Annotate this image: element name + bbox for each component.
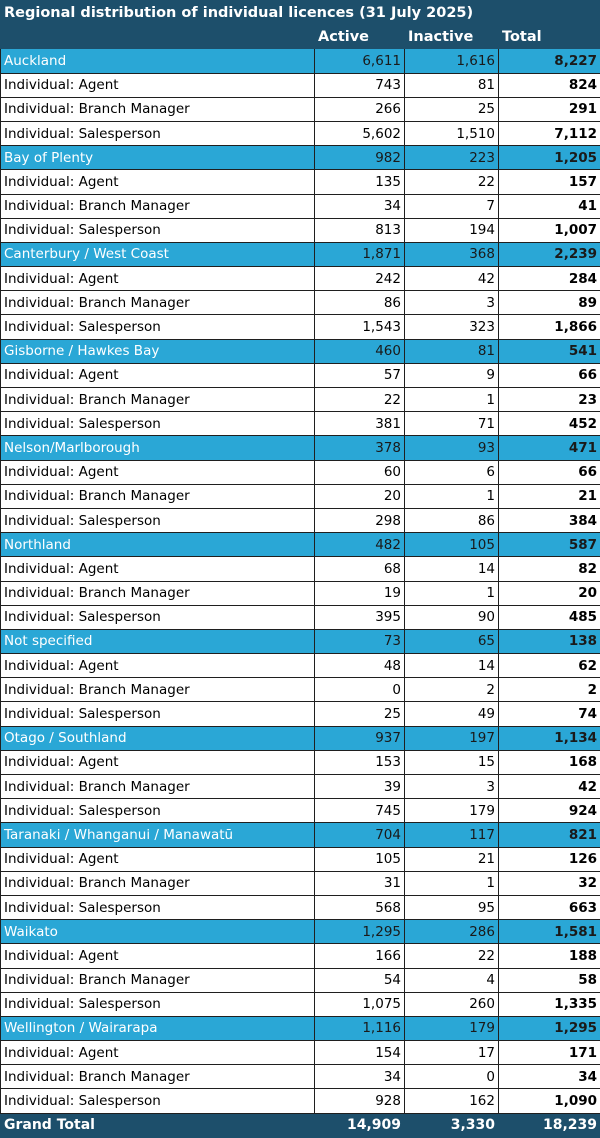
grand-total-inactive: 3,330 <box>405 1113 499 1137</box>
licence-type-label: Individual: Branch Manager <box>1 194 315 218</box>
licence-type-label: Individual: Branch Manager <box>1 388 315 412</box>
region-row <box>1 242 600 266</box>
licence-type-label: Individual: Agent <box>1 267 315 291</box>
table-row <box>1 992 600 1016</box>
licence-type-label: Individual: Branch Manager <box>1 968 315 992</box>
licence-inactive: 17 <box>405 1041 499 1065</box>
region-name: Gisborne / Hawkes Bay <box>1 339 315 363</box>
region-active: 1,871 <box>315 242 405 266</box>
licence-total: 42 <box>499 775 600 799</box>
licence-total: 7,112 <box>499 121 600 145</box>
licence-total: 384 <box>499 508 600 532</box>
region-name: Otago / Southland <box>1 726 315 750</box>
licence-type-label: Individual: Salesperson <box>1 218 315 242</box>
region-inactive: 286 <box>405 920 499 944</box>
region-row <box>1 533 600 557</box>
table-row <box>1 73 600 97</box>
licence-inactive: 194 <box>405 218 499 242</box>
licence-type-label: Individual: Agent <box>1 170 315 194</box>
licence-active: 20 <box>315 484 405 508</box>
licence-inactive: 4 <box>405 968 499 992</box>
region-row <box>1 629 600 653</box>
region-row <box>1 920 600 944</box>
region-row <box>1 49 600 73</box>
licence-type-label: Individual: Branch Manager <box>1 291 315 315</box>
licence-active: 19 <box>315 581 405 605</box>
table-row <box>1 1041 600 1065</box>
licence-active: 395 <box>315 605 405 629</box>
licence-inactive: 323 <box>405 315 499 339</box>
table-row <box>1 194 600 218</box>
licence-type-label: Individual: Branch Manager <box>1 871 315 895</box>
region-inactive: 223 <box>405 146 499 170</box>
region-name: Northland <box>1 533 315 557</box>
region-name: Not specified <box>1 629 315 653</box>
table-row <box>1 895 600 919</box>
licence-inactive: 86 <box>405 508 499 532</box>
table-row <box>1 702 600 726</box>
column-header-inactive: Inactive <box>405 25 499 49</box>
licence-inactive: 3 <box>405 775 499 799</box>
table-row <box>1 291 600 315</box>
licence-active: 48 <box>315 654 405 678</box>
licence-type-label: Individual: Branch Manager <box>1 484 315 508</box>
region-name: Wellington / Wairarapa <box>1 1016 315 1040</box>
table-row <box>1 968 600 992</box>
licence-type-label: Individual: Agent <box>1 654 315 678</box>
licence-type-label: Individual: Salesperson <box>1 508 315 532</box>
licence-active: 54 <box>315 968 405 992</box>
licence-inactive: 3 <box>405 291 499 315</box>
region-name: Nelson/Marlborough <box>1 436 315 460</box>
licence-total: 89 <box>499 291 600 315</box>
licence-type-label: Individual: Agent <box>1 944 315 968</box>
licence-active: 105 <box>315 847 405 871</box>
table-row <box>1 581 600 605</box>
licence-total: 34 <box>499 1065 600 1089</box>
licence-total: 1,866 <box>499 315 600 339</box>
region-row <box>1 146 600 170</box>
region-row <box>1 339 600 363</box>
licence-inactive: 1 <box>405 484 499 508</box>
region-total: 2,239 <box>499 242 600 266</box>
column-header-active: Active <box>315 25 405 49</box>
licence-type-label: Individual: Agent <box>1 460 315 484</box>
licence-type-label: Individual: Salesperson <box>1 412 315 436</box>
licence-total: 74 <box>499 702 600 726</box>
licence-total: 20 <box>499 581 600 605</box>
licence-inactive: 22 <box>405 170 499 194</box>
licence-inactive: 1 <box>405 388 499 412</box>
licence-active: 68 <box>315 557 405 581</box>
table-row <box>1 388 600 412</box>
licence-inactive: 14 <box>405 654 499 678</box>
table-row <box>1 1065 600 1089</box>
region-inactive: 65 <box>405 629 499 653</box>
licence-inactive: 15 <box>405 750 499 774</box>
licence-type-label: Individual: Agent <box>1 847 315 871</box>
region-active: 1,295 <box>315 920 405 944</box>
table-row <box>1 775 600 799</box>
licence-type-label: Individual: Agent <box>1 1041 315 1065</box>
region-active: 460 <box>315 339 405 363</box>
licence-type-label: Individual: Agent <box>1 750 315 774</box>
region-inactive: 368 <box>405 242 499 266</box>
licence-total: 168 <box>499 750 600 774</box>
table-row <box>1 218 600 242</box>
licence-inactive: 22 <box>405 944 499 968</box>
licence-type-label: Individual: Salesperson <box>1 799 315 823</box>
licence-active: 166 <box>315 944 405 968</box>
licence-total: 23 <box>499 388 600 412</box>
licence-active: 5,602 <box>315 121 405 145</box>
region-active: 73 <box>315 629 405 653</box>
grand-total-row <box>1 1113 600 1137</box>
licence-inactive: 2 <box>405 678 499 702</box>
table-row <box>1 654 600 678</box>
licence-active: 1,075 <box>315 992 405 1016</box>
region-name: Taranaki / Whanganui / Manawatū <box>1 823 315 847</box>
licence-total: 663 <box>499 895 600 919</box>
region-inactive: 179 <box>405 1016 499 1040</box>
region-row <box>1 1016 600 1040</box>
licence-type-label: Individual: Agent <box>1 557 315 581</box>
region-active: 378 <box>315 436 405 460</box>
licence-inactive: 1 <box>405 581 499 605</box>
licence-total: 21 <box>499 484 600 508</box>
licence-total: 41 <box>499 194 600 218</box>
licence-total: 1,007 <box>499 218 600 242</box>
region-name: Auckland <box>1 49 315 73</box>
licence-total: 66 <box>499 460 600 484</box>
table-row <box>1 508 600 532</box>
grand-total-label: Grand Total <box>1 1113 315 1137</box>
region-inactive: 81 <box>405 339 499 363</box>
licence-active: 57 <box>315 363 405 387</box>
licence-total: 66 <box>499 363 600 387</box>
licence-total: 284 <box>499 267 600 291</box>
licence-type-label: Individual: Branch Manager <box>1 97 315 121</box>
licence-active: 568 <box>315 895 405 919</box>
column-header-total: Total <box>499 25 600 49</box>
licence-type-label: Individual: Branch Manager <box>1 1065 315 1089</box>
licence-inactive: 162 <box>405 1089 499 1113</box>
table-row <box>1 557 600 581</box>
licence-inactive: 25 <box>405 97 499 121</box>
region-name: Waikato <box>1 920 315 944</box>
licence-type-label: Individual: Salesperson <box>1 895 315 919</box>
licence-active: 34 <box>315 194 405 218</box>
licence-type-label: Individual: Branch Manager <box>1 775 315 799</box>
region-total: 541 <box>499 339 600 363</box>
licence-total: 32 <box>499 871 600 895</box>
licence-active: 39 <box>315 775 405 799</box>
licence-active: 31 <box>315 871 405 895</box>
region-total: 821 <box>499 823 600 847</box>
licence-active: 60 <box>315 460 405 484</box>
licence-inactive: 260 <box>405 992 499 1016</box>
region-inactive: 1,616 <box>405 49 499 73</box>
licence-type-label: Individual: Salesperson <box>1 605 315 629</box>
licence-active: 154 <box>315 1041 405 1065</box>
licence-total: 1,090 <box>499 1089 600 1113</box>
region-total: 1,205 <box>499 146 600 170</box>
table-row <box>1 412 600 436</box>
licence-inactive: 49 <box>405 702 499 726</box>
table-row <box>1 315 600 339</box>
table-title: Regional distribution of individual licences (31 July 2025) <box>1 1 600 25</box>
licence-inactive: 6 <box>405 460 499 484</box>
licence-type-label: Individual: Agent <box>1 363 315 387</box>
region-row <box>1 823 600 847</box>
grand-total-total: 18,239 <box>499 1113 600 1137</box>
table-row <box>1 1089 600 1113</box>
region-total: 587 <box>499 533 600 557</box>
licence-type-label: Individual: Salesperson <box>1 702 315 726</box>
licence-inactive: 21 <box>405 847 499 871</box>
column-header-row <box>1 25 600 49</box>
table-row <box>1 605 600 629</box>
grand-total-active: 14,909 <box>315 1113 405 1137</box>
licence-type-label: Individual: Salesperson <box>1 121 315 145</box>
table-row <box>1 460 600 484</box>
licence-inactive: 179 <box>405 799 499 823</box>
licence-type-label: Individual: Salesperson <box>1 992 315 1016</box>
region-total: 1,581 <box>499 920 600 944</box>
licence-total: 126 <box>499 847 600 871</box>
licence-type-label: Individual: Branch Manager <box>1 581 315 605</box>
licence-active: 745 <box>315 799 405 823</box>
licence-type-label: Individual: Agent <box>1 73 315 97</box>
table-row <box>1 847 600 871</box>
table-row <box>1 750 600 774</box>
table-body <box>1 49 600 1113</box>
licence-inactive: 1 <box>405 871 499 895</box>
licence-active: 153 <box>315 750 405 774</box>
licence-total: 58 <box>499 968 600 992</box>
licence-active: 86 <box>315 291 405 315</box>
licence-active: 25 <box>315 702 405 726</box>
table-row <box>1 944 600 968</box>
table-row <box>1 170 600 194</box>
region-total: 1,134 <box>499 726 600 750</box>
licence-type-label: Individual: Branch Manager <box>1 678 315 702</box>
licence-active: 22 <box>315 388 405 412</box>
licence-inactive: 14 <box>405 557 499 581</box>
licence-total: 485 <box>499 605 600 629</box>
licence-total: 171 <box>499 1041 600 1065</box>
region-total: 138 <box>499 629 600 653</box>
region-row <box>1 726 600 750</box>
region-inactive: 105 <box>405 533 499 557</box>
licence-active: 0 <box>315 678 405 702</box>
licence-inactive: 95 <box>405 895 499 919</box>
licence-active: 266 <box>315 97 405 121</box>
column-header-region <box>1 25 315 49</box>
licence-inactive: 71 <box>405 412 499 436</box>
table-row <box>1 97 600 121</box>
table-row <box>1 871 600 895</box>
licence-active: 743 <box>315 73 405 97</box>
licence-total: 452 <box>499 412 600 436</box>
licence-inactive: 0 <box>405 1065 499 1089</box>
licence-inactive: 7 <box>405 194 499 218</box>
licence-active: 34 <box>315 1065 405 1089</box>
licence-active: 928 <box>315 1089 405 1113</box>
licence-total: 82 <box>499 557 600 581</box>
licence-inactive: 81 <box>405 73 499 97</box>
region-row <box>1 436 600 460</box>
licence-total: 2 <box>499 678 600 702</box>
region-total: 1,295 <box>499 1016 600 1040</box>
table-row <box>1 484 600 508</box>
region-active: 482 <box>315 533 405 557</box>
licence-active: 813 <box>315 218 405 242</box>
licence-inactive: 90 <box>405 605 499 629</box>
table-title-row <box>1 1 600 25</box>
region-total: 8,227 <box>499 49 600 73</box>
table-row <box>1 121 600 145</box>
region-name: Bay of Plenty <box>1 146 315 170</box>
region-name: Canterbury / West Coast <box>1 242 315 266</box>
licence-inactive: 42 <box>405 267 499 291</box>
licence-inactive: 1,510 <box>405 121 499 145</box>
region-active: 704 <box>315 823 405 847</box>
table-row <box>1 267 600 291</box>
licence-active: 242 <box>315 267 405 291</box>
region-active: 982 <box>315 146 405 170</box>
region-active: 6,611 <box>315 49 405 73</box>
licence-active: 298 <box>315 508 405 532</box>
licence-total: 1,335 <box>499 992 600 1016</box>
table-row <box>1 363 600 387</box>
licence-inactive: 9 <box>405 363 499 387</box>
licence-total: 824 <box>499 73 600 97</box>
licence-type-label: Individual: Salesperson <box>1 315 315 339</box>
licence-active: 135 <box>315 170 405 194</box>
licence-total: 157 <box>499 170 600 194</box>
licence-active: 1,543 <box>315 315 405 339</box>
licence-total: 188 <box>499 944 600 968</box>
region-inactive: 117 <box>405 823 499 847</box>
table-row <box>1 678 600 702</box>
region-inactive: 93 <box>405 436 499 460</box>
region-active: 937 <box>315 726 405 750</box>
licence-total: 924 <box>499 799 600 823</box>
region-inactive: 197 <box>405 726 499 750</box>
region-total: 471 <box>499 436 600 460</box>
licence-total: 291 <box>499 97 600 121</box>
licence-total: 62 <box>499 654 600 678</box>
licence-type-label: Individual: Salesperson <box>1 1089 315 1113</box>
table-row <box>1 799 600 823</box>
region-active: 1,116 <box>315 1016 405 1040</box>
licence-active: 381 <box>315 412 405 436</box>
